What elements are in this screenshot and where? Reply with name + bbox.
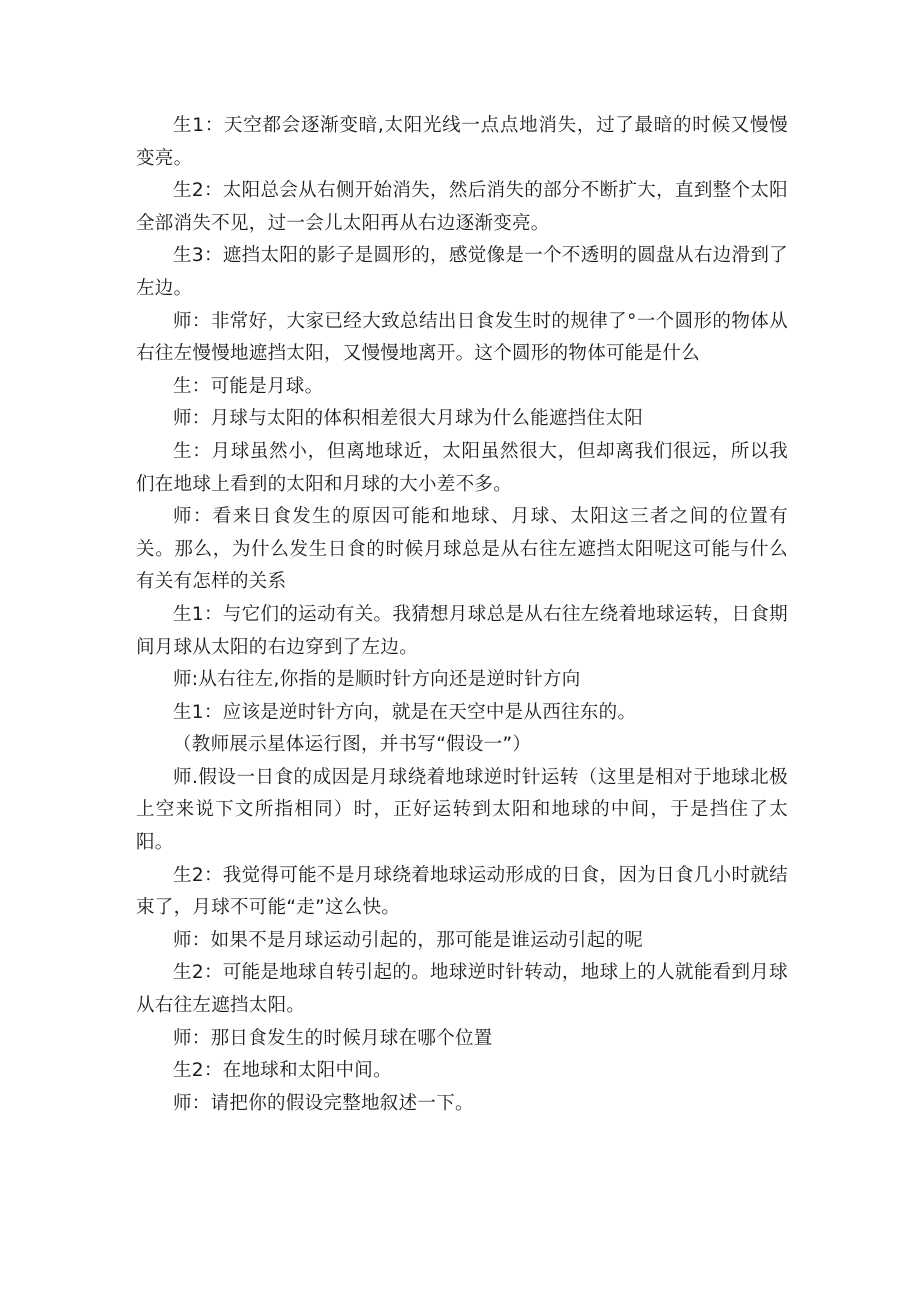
paragraph-teacher-action: （教师展示星体运行图，并书写“假设一”） [173, 734, 532, 756]
paragraph-student2-position: 生2：在地球和太阳中间。 [173, 1060, 392, 1082]
paragraph-teacher-question-direction: 师：看来日食发生的原因可能和地球、月球、太阳这三者之间的位置有关。那么，为什么发生日食的时候月球总是从右往左遮挡太阳呢这可能与什么有关有怎样的关系 [136, 506, 788, 593]
paragraph-teacher-question-size: 师：月球与太阳的体积相差很大月球为什么能遮挡住太阳 [173, 408, 644, 430]
paragraph-student3-observation: 生3：遮挡太阳的影子是圆形的，感觉像是一个不透明的圆盘从右边滑到了左边。 [136, 245, 788, 299]
paragraph-student1-observation: 生1：天空都会逐渐变暗,太阳光线一点点地消失，过了最暗的时候又慢慢变亮。 [136, 115, 788, 169]
paragraph-teacher-who: 师：如果不是月球运动引起的，那可能是谁运动引起的呢 [173, 929, 644, 951]
paragraph-student2-rotation: 生2：可能是地球自转引起的。地球逆时针转动，地球上的人就能看到月球从右往左遮挡太阳。 [136, 962, 788, 1017]
paragraph-teacher-restate: 师：请把你的假设完整地叙述一下。 [173, 1092, 474, 1114]
paragraph-student1-counterclockwise: 生1：应该是逆时针方向，就是在天空中是从西往东的。 [173, 701, 637, 723]
paragraph-student-moon: 生：可能是月球。 [173, 375, 324, 397]
document-body [136, 110, 788, 1120]
paragraph-teacher-summary: 师：非常好，大家已经大致总结出日食发生时的规律了°一个圆形的物体从右往左慢慢地遮挡太阳，又慢慢地离开。这个圆形的物体可能是什么 [136, 310, 788, 365]
paragraph-teacher-clockwise: 师:从右往左,你指的是顺时针方向还是逆时针方向 [173, 669, 581, 691]
paragraph-teacher-position: 师：那日食发生的时候月球在哪个位置 [173, 1027, 493, 1049]
paragraph-student1-motion: 生1：与它们的运动有关。我猜想月球总是从右往左绕着地球运转，日食期间月球从太阳的右边穿到了左边。 [136, 603, 788, 658]
paragraph-student2-observation: 生2：太阳总会从右侧开始消失，然后消失的部分不断扩大，直到整个太阳全部消失不见，过一会儿太阳再从右边逐渐变亮。 [136, 180, 788, 234]
paragraph-student2-doubt: 生2：我觉得可能不是月球绕着地球运动形成的日食，因为日食几小时就结束了，月球不可能“走”这么快。 [136, 864, 788, 919]
paragraph-student-answer-size: 生：月球虽然小，但离地球近，太阳虽然很大，但却离我们很远，所以我们在地球上看到的太阳和月球的大小差不多。 [136, 440, 788, 495]
paragraph-hypothesis-one: 师.假设一日食的成因是月球绕着地球逆时针运转（这里是相对于地球北极上空来说下文所指相同）时，正好运转到太阳和地球的中间，于是挡住了太阳。 [136, 766, 788, 854]
